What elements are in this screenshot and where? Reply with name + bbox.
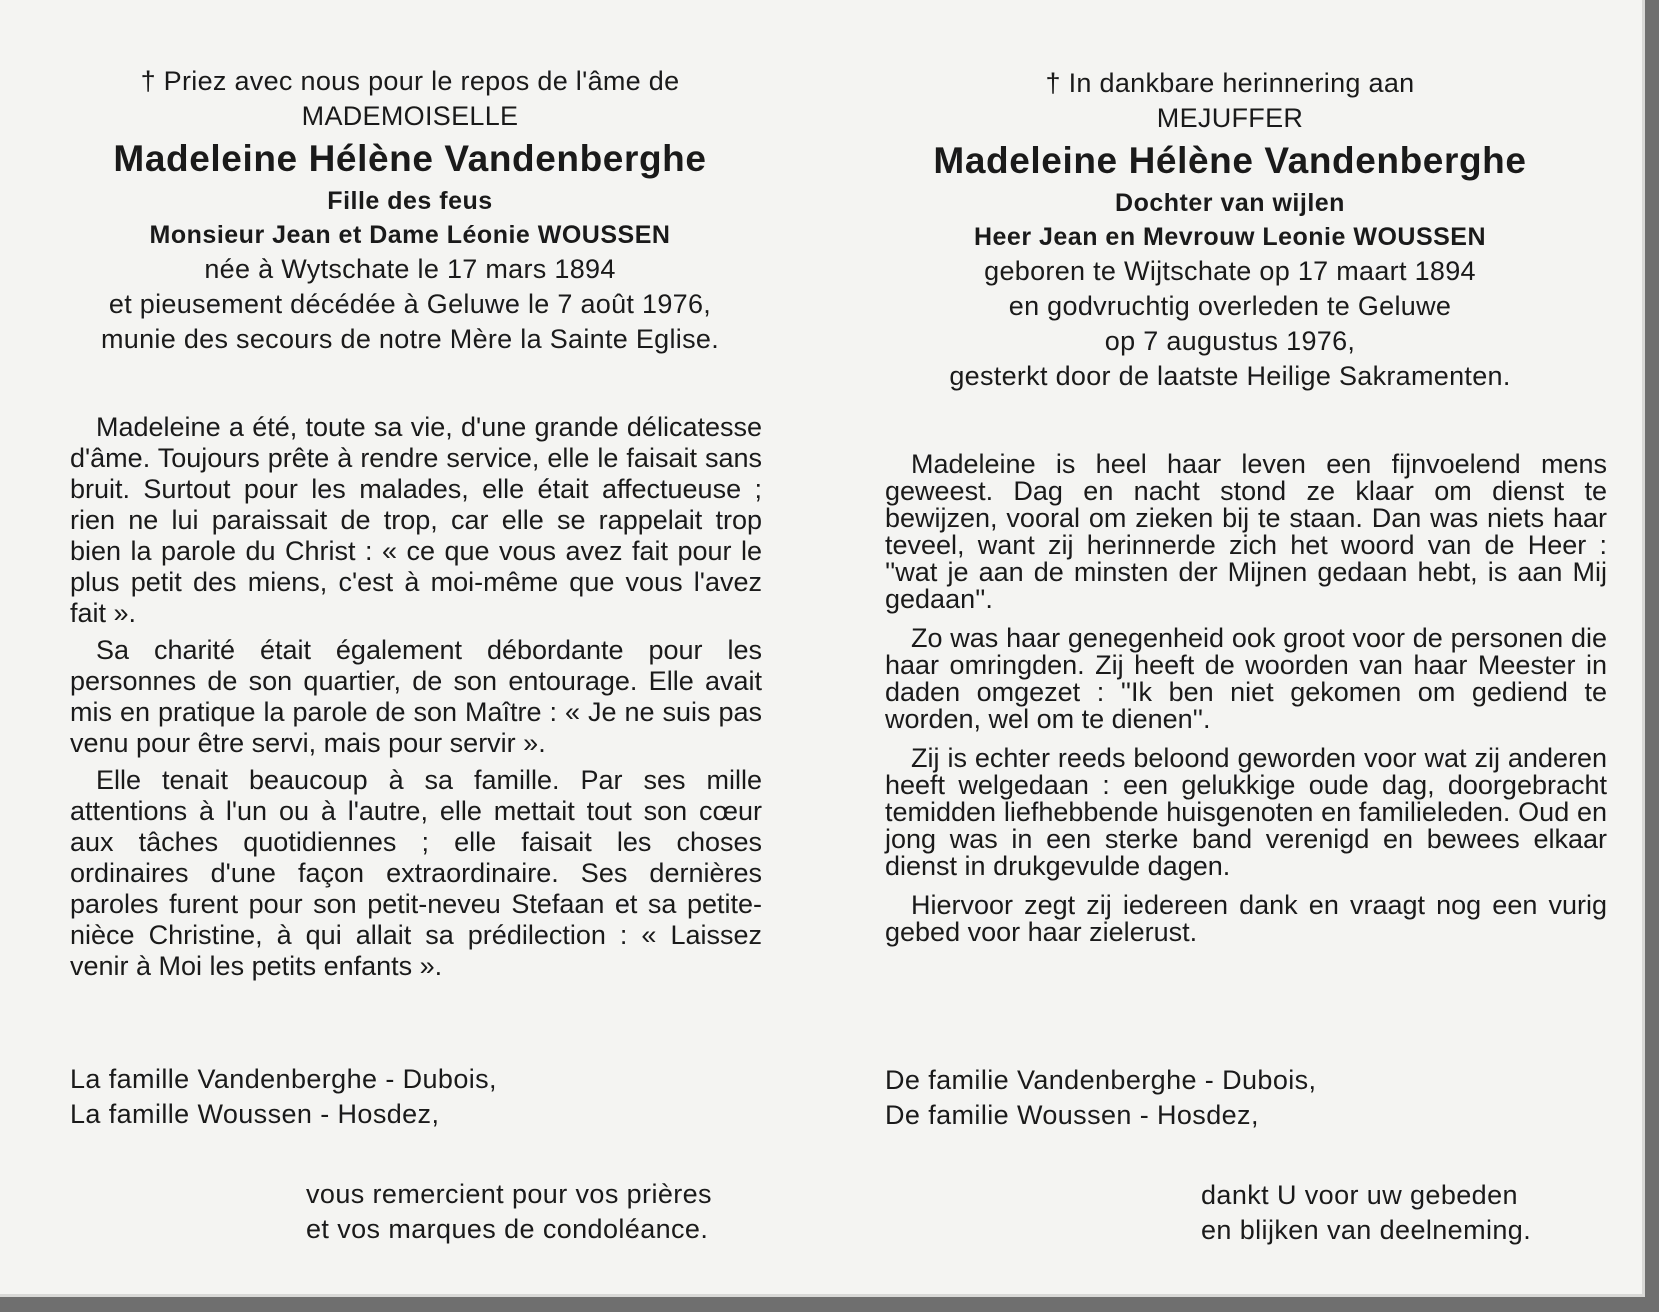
french-header	[40, 64, 780, 357]
dutch-panel	[830, 0, 1650, 1297]
dutch-death-1: en godvruchtig overleden te Geluwe	[1008, 291, 1452, 321]
french-thanks	[306, 1177, 712, 1247]
dutch-sacraments: gesterkt door de laatste Heilige Sakramenten.	[949, 361, 1511, 391]
dutch-death-2: op 7 augustus 1976,	[1104, 326, 1356, 356]
dutch-intro: † In dankbare herinnering aan	[1045, 68, 1415, 98]
dutch-family-1: De familie Vandenberghe - Dubois,	[885, 1065, 1317, 1095]
french-thanks-2: et vos marques de condoléance.	[306, 1214, 709, 1244]
dutch-honorific: MEJUFFER	[1156, 103, 1304, 133]
french-parentage-label: Fille des feus	[327, 187, 493, 215]
french-paragraph-2: Sa charité était également débordante pour les personnes de son quartier, de son entourage. Elle avait mis en pratique la parole de son Maître : « Je ne suis pas venu pour être servi, mais pour servir ».	[70, 635, 762, 758]
dutch-family-2: De familie Woussen - Hosdez,	[885, 1100, 1259, 1130]
dutch-header	[850, 66, 1610, 394]
dutch-thanks-1: dankt U voor uw gebeden	[1201, 1180, 1518, 1210]
dutch-thanks-2: en blijken van deelneming.	[1201, 1215, 1532, 1245]
french-honorific: MADEMOISELLE	[301, 101, 519, 131]
french-thanks-1: vous remercient pour vos prières	[306, 1179, 712, 1209]
dutch-body	[885, 451, 1607, 946]
french-family-signature	[70, 1062, 497, 1132]
dutch-birth: geboren te Wijtschate op 17 maart 1894	[984, 256, 1476, 286]
french-death: et pieusement décédée à Geluwe le 7 août 1976,	[108, 289, 712, 319]
french-intro: † Priez avec nous pour le repos de l'âme de	[140, 66, 680, 96]
dutch-paragraph-1: Madeleine is heel haar leven een fijnvoelend mens geweest. Dag en nacht stond ze klaar om dienst te bewijzen, vooral om zieken bij te staan. Dan was niets haar teveel, want zij herinnerde zich het woord van de Heer : ''wat je aan de minsten der Mijnen gedaan hebt, is aan Mij gedaan''.	[885, 449, 1607, 614]
dutch-thanks	[1201, 1178, 1531, 1248]
french-body	[70, 412, 762, 982]
french-parents: Monsieur Jean et Dame Léonie WOUSSEN	[149, 221, 671, 249]
dutch-parentage-label: Dochter van wijlen	[1115, 189, 1345, 217]
french-deceased-name: Madeleine Hélène Vandenberghe	[113, 138, 707, 179]
dutch-paragraph-4: Hiervoor zegt zij iedereen dank en vraagt nog een vurig gebed voor haar zielerust.	[885, 890, 1607, 947]
dutch-parents: Heer Jean en Mevrouw Leonie WOUSSEN	[973, 223, 1487, 251]
dutch-family-signature	[885, 1063, 1316, 1133]
french-sacraments: munie des secours de notre Mère la Sainte Eglise.	[100, 324, 720, 354]
french-birth: née à Wytschate le 17 mars 1894	[204, 254, 616, 284]
french-panel	[0, 0, 820, 1297]
french-paragraph-1: Madeleine a été, toute sa vie, d'une grande délicatesse d'âme. Toujours prête à rendre service, elle le faisait sans bruit. Surtout pour les malades, elle était affectueuse ; rien ne lui paraissait de trop, car elle se rappelait trop bien la parole du Christ : « ce que vous avez fait pour le plus petit des miens, c'est à moi-même que vous l'avez fait ».	[70, 412, 762, 628]
french-paragraph-3: Elle tenait beaucoup à sa famille. Par ses mille attentions à l'un ou à l'autre, elle mettait tout son cœur aux tâches quotidiennes ; elle faisait les choses ordinaires d'une façon extraordinaire. Ses dernières paroles furent pour son petit-neveu Stefaan et sa petite-nièce Christine, à qui allait sa prédilection : « Laissez venir à Moi les petits enfants ».	[70, 765, 762, 981]
dutch-paragraph-2: Zo was haar genegenheid ook groot voor de personen die haar omringden. Zij heeft de woorden van haar Meester in daden omgezet : ''Ik ben niet gekomen om gediend te worden, wel om te dienen''.	[885, 623, 1607, 734]
french-family-1: La famille Vandenberghe - Dubois,	[70, 1064, 497, 1094]
dutch-paragraph-3: Zij is echter reeds beloond geworden voor wat zij anderen heeft welgedaan : een gelukkige oude dag, doorgebracht temidden liefhebbende huisgenoten en familieleden. Oud en jong was in een sterke band verenigd en bewees elkaar dienst in drukgevulde dagen.	[885, 743, 1607, 881]
dutch-deceased-name: Madeleine Hélène Vandenberghe	[933, 140, 1527, 181]
french-family-2: La famille Woussen - Hosdez,	[70, 1099, 440, 1129]
